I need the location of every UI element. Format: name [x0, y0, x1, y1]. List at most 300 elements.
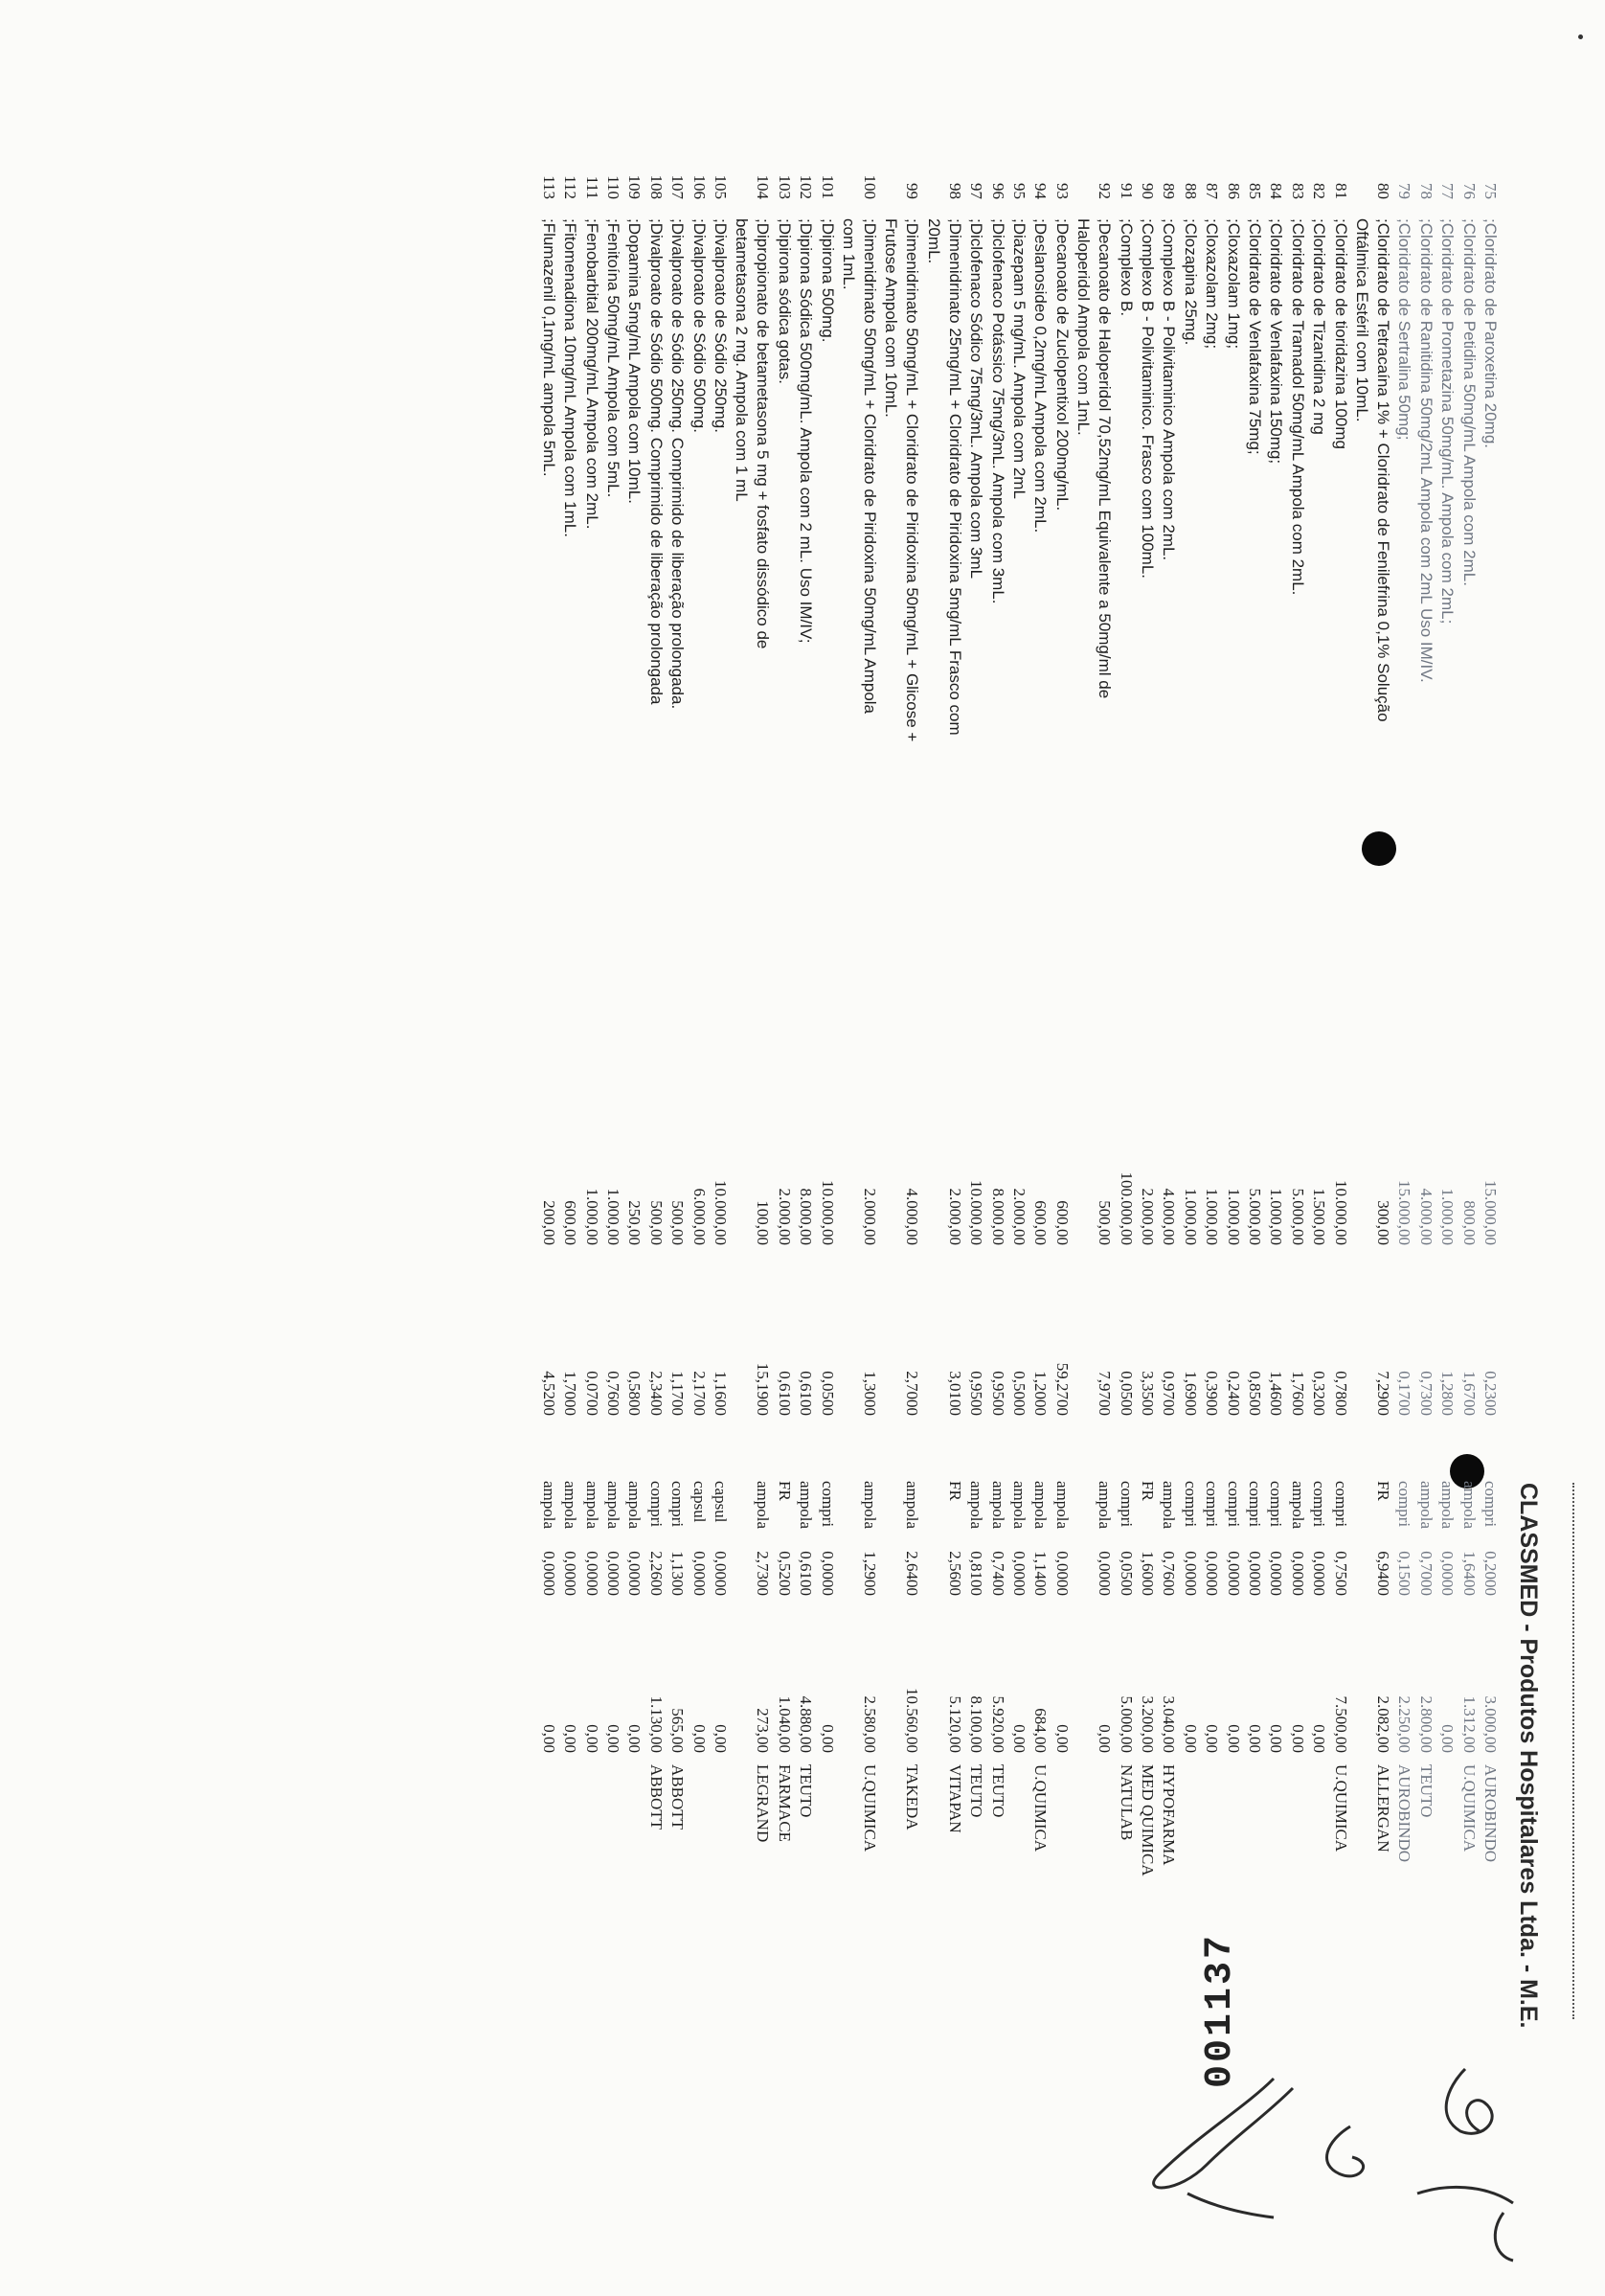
table-row	[1288, 0, 1307, 2296]
item-unit-price: 0,1500	[1395, 1551, 1414, 1596]
item-unit-price: 0,7400	[988, 1551, 1007, 1596]
item-description: ;Diazepam 5 mg/mL. Ampola com 2mL	[1010, 218, 1029, 499]
item-total: 0,00	[1438, 1724, 1458, 1753]
item-description: ;Cloridrato de Paroxetina 20mg.	[1481, 218, 1500, 449]
item-description: ;Cloridrato de tioridazina 100mg	[1331, 218, 1350, 449]
table-row	[1052, 0, 1072, 2296]
item-number: 112	[561, 175, 580, 199]
item-unit: compri	[1310, 1481, 1329, 1528]
item-unit: ampola	[604, 1481, 622, 1530]
item-description-continued: betametasona 2 mg. Ampola com 1 mL	[733, 218, 752, 502]
item-number: 85	[1246, 183, 1264, 199]
item-reference-price: 0,2300	[1481, 1371, 1500, 1416]
item-quantity: 600,00	[1052, 1200, 1072, 1245]
item-unit-price: 0,0000	[689, 1551, 709, 1596]
table-row	[1159, 0, 1178, 2296]
item-number: 83	[1288, 183, 1307, 199]
item-unit-price: 0,5200	[775, 1551, 794, 1596]
item-description: ;Fitomenadiona 10mg/mL Ampola com 1mL.	[561, 218, 580, 537]
item-unit-price: 1,6000	[1139, 1551, 1157, 1596]
item-number: 87	[1203, 183, 1222, 199]
item-number: 76	[1459, 183, 1479, 199]
item-manufacturer: AUROBINDO	[1395, 1764, 1414, 1862]
item-total: 0,00	[1203, 1724, 1222, 1753]
table-row	[1138, 0, 1157, 2296]
document-stamp-number: 001137	[1199, 1932, 1242, 2088]
table-row	[775, 0, 794, 2296]
item-unit: ampola	[1288, 1481, 1307, 1530]
item-manufacturer: TEUTO	[1416, 1764, 1435, 1818]
item-description-continued: 20mL.	[924, 218, 943, 264]
table-row	[711, 0, 730, 2296]
item-unit: compri	[1203, 1481, 1222, 1528]
item-description: ;Cloridrato de Tizanidina 2 mg	[1310, 218, 1329, 435]
item-unit: FR	[775, 1481, 794, 1501]
item-reference-price: 3,0100	[945, 1371, 964, 1416]
item-total: 2.800,00	[1416, 1695, 1435, 1753]
table-row	[1245, 0, 1264, 2296]
item-manufacturer: TEUTO	[988, 1764, 1007, 1818]
item-reference-price: 0,5800	[625, 1371, 644, 1416]
item-quantity: 600,00	[561, 1200, 580, 1245]
item-reference-price: 2,1700	[689, 1371, 709, 1416]
item-total: 1.312,00	[1459, 1695, 1479, 1753]
item-number: 94	[1031, 183, 1051, 199]
item-quantity: 1.500,00	[1310, 1188, 1329, 1245]
item-unit: FR	[1374, 1481, 1392, 1501]
item-number: 95	[1010, 183, 1029, 199]
item-unit-price: 0,8100	[967, 1551, 986, 1596]
table-row	[988, 0, 1007, 2296]
item-unit-price: 0,0000	[582, 1551, 601, 1596]
item-total: 1.040,00	[775, 1695, 794, 1753]
table-row	[882, 0, 922, 2296]
item-unit: ampola	[1010, 1481, 1029, 1530]
item-description: ;Cloridrato de Venlafaxina 150mg;	[1267, 218, 1286, 465]
item-number: 82	[1310, 183, 1329, 199]
table-row	[582, 0, 601, 2296]
item-manufacturer: ALLERGAN	[1374, 1764, 1392, 1853]
item-number: 89	[1160, 183, 1179, 199]
table-row	[689, 0, 709, 2296]
item-description: ;Deslanosideo 0,2mg/mL Ampola com 2mL.	[1031, 218, 1051, 534]
item-reference-price: 0,9500	[967, 1371, 986, 1416]
item-quantity: 4.000,00	[1416, 1188, 1435, 1245]
table-row	[1117, 0, 1136, 2296]
item-manufacturer: U.QUIMICA	[861, 1764, 879, 1853]
item-total: 0,00	[1096, 1724, 1115, 1753]
item-description: ;Divalproato de Sódio 500mg. Comprimido de liberação prolongada	[646, 218, 666, 705]
item-unit: ampola	[861, 1481, 879, 1530]
item-total: 0,00	[582, 1724, 601, 1753]
item-reference-price: 7,2900	[1374, 1371, 1392, 1416]
item-reference-price: 0,0700	[582, 1371, 601, 1416]
item-unit-price: 0,0000	[818, 1551, 837, 1596]
item-description: ;Cloxazolam 2mg;	[1203, 218, 1222, 350]
item-quantity: 200,00	[539, 1200, 558, 1245]
table-row	[646, 0, 666, 2296]
item-unit-price: 0,0000	[1267, 1551, 1286, 1596]
item-quantity: 2.000,00	[945, 1188, 964, 1245]
item-total: 0,00	[561, 1724, 580, 1753]
item-reference-price: 0,9500	[988, 1371, 1007, 1416]
item-description: ;Complexo B - Polivitaminico. Frasco com 100mL.	[1139, 218, 1157, 580]
table-row	[667, 0, 687, 2296]
item-description: ;Cloxazolam 1mg;	[1224, 218, 1243, 350]
item-total: 8.100,00	[967, 1695, 986, 1753]
item-description: ;Decanoato de Haloperidol 70,52mg/mL Equivalente a 50mg/ml de	[1096, 218, 1115, 699]
item-reference-price: 0,7300	[1416, 1371, 1435, 1416]
item-unit-price: 0,0000	[1246, 1551, 1264, 1596]
item-number: 80	[1374, 183, 1392, 199]
item-description: ;Dipropionato de betametasona 5 mg + fosfato dissódico de	[754, 218, 773, 649]
item-reference-price: 59,2700	[1052, 1362, 1072, 1416]
item-quantity: 1.000,00	[582, 1188, 601, 1245]
item-unit-price: 2,7300	[754, 1551, 773, 1596]
table-row	[1074, 0, 1115, 2296]
item-reference-price: 1,1700	[668, 1371, 688, 1416]
item-quantity: 100.000,00	[1117, 1171, 1136, 1245]
item-quantity: 10.000,00	[1331, 1180, 1350, 1245]
item-quantity: 15.000,00	[1395, 1180, 1414, 1245]
item-quantity: 5.000,00	[1288, 1188, 1307, 1245]
table-row	[1416, 0, 1435, 2296]
item-total: 2.082,00	[1374, 1695, 1392, 1753]
item-reference-price: 0,7800	[1331, 1371, 1350, 1416]
item-description: ;Dipirona 500mg.	[818, 218, 837, 343]
item-number: 103	[775, 174, 794, 199]
item-description: ;Divalproato de Sódio 500mg.	[689, 218, 709, 433]
item-manufacturer: FARMACE	[775, 1764, 794, 1842]
item-unit-price: 1,6400	[1459, 1551, 1479, 1596]
item-description: ;Dipirona sódica gotas.	[775, 218, 794, 384]
item-number: 81	[1331, 183, 1350, 199]
item-manufacturer: ABBOTT	[668, 1764, 688, 1830]
item-unit: ampola	[1096, 1481, 1115, 1530]
item-quantity: 8.000,00	[797, 1188, 816, 1245]
item-quantity: 100,00	[754, 1200, 773, 1245]
item-unit: compri	[1117, 1481, 1136, 1528]
item-description: ;Fenitoína 50mg/mL Ampola com 5mL.	[604, 218, 622, 498]
item-reference-price: 1,2800	[1438, 1371, 1458, 1416]
item-description: ;Dimenidrinato 50mg/mL + Cloridrato de Piridoxina 50mg/mL Ampola	[861, 218, 879, 715]
item-quantity: 1.000,00	[1224, 1188, 1243, 1245]
item-reference-price: 0,6100	[797, 1371, 816, 1416]
item-quantity: 6.000,00	[689, 1188, 709, 1245]
item-manufacturer: HYPOFARMA	[1160, 1764, 1179, 1866]
item-description: ;Clozapina 25mg.	[1181, 218, 1200, 346]
footer-dotted-rule	[1572, 1483, 1576, 2019]
item-unit: compri	[1267, 1481, 1286, 1528]
item-description: ;Fenobarbital 200mg/mL Ampola com 2mL.	[582, 218, 601, 530]
item-unit: ampola	[1438, 1481, 1458, 1530]
item-description: ;Cloridrato de Tetracaína 1% + Cloridrato de Fenilefrina 0,1% Solução	[1374, 218, 1392, 722]
item-total: 0,00	[604, 1724, 622, 1753]
item-total: 2.250,00	[1395, 1695, 1414, 1753]
item-unit: compri	[818, 1481, 837, 1528]
item-unit-price: 0,2000	[1481, 1551, 1500, 1596]
item-description-continued: com 1mL.	[840, 218, 858, 290]
item-unit-price: 1,2900	[861, 1551, 879, 1596]
item-quantity: 500,00	[668, 1200, 688, 1245]
item-unit: ampola	[967, 1481, 986, 1530]
handwritten-signature	[1101, 2050, 1561, 2280]
item-description: ;Flumazenil 0,1mg/mL ampola 5mL.	[539, 218, 558, 477]
item-quantity: 4.000,00	[1160, 1188, 1179, 1245]
item-reference-price: 1,2000	[1031, 1371, 1051, 1416]
item-number: 107	[668, 174, 688, 199]
item-unit-price: 0,6100	[797, 1551, 816, 1596]
item-manufacturer: LEGRAND	[754, 1764, 773, 1843]
item-description: ;Cloridrato de Prometazina 50mg/mL. Ampola com 2mL;	[1438, 218, 1458, 625]
item-quantity: 250,00	[625, 1200, 644, 1245]
item-unit: ampola	[754, 1481, 773, 1530]
item-total: 3.200,00	[1139, 1695, 1157, 1753]
item-number: 99	[903, 183, 922, 199]
item-unit-price: 6,9400	[1374, 1551, 1392, 1596]
item-total: 0,00	[539, 1724, 558, 1753]
item-description: ;Dimenidrinato 25mg/mL + Cloridrato de Piridoxina 5mg/mL Frasco com	[945, 218, 964, 736]
item-number: 104	[754, 174, 773, 199]
item-number: 84	[1267, 183, 1286, 199]
item-unit: ampola	[561, 1481, 580, 1530]
item-description-continued: Haloperidol Ampola com 1mL.	[1074, 218, 1094, 436]
table-row	[1481, 0, 1500, 2296]
item-total: 3.040,00	[1160, 1695, 1179, 1753]
table-row	[1394, 0, 1413, 2296]
item-description: ;Dipirona Sódica 500mg/mL. Ampola com 2 mL. Uso IM/IV;	[797, 218, 816, 644]
item-unit-price: 0,0000	[1096, 1551, 1115, 1596]
item-total: 0,00	[1310, 1724, 1329, 1753]
item-number: 88	[1181, 183, 1200, 199]
item-quantity: 2.000,00	[775, 1188, 794, 1245]
item-total: 2.580,00	[861, 1695, 879, 1753]
item-quantity: 1.000,00	[1267, 1188, 1286, 1245]
item-description: ;Dimenidrinato 50mg/mL + Cloridrato de Piridoxina 50mg/mL + Glicose +	[903, 218, 922, 742]
item-total: 1.130,00	[646, 1695, 666, 1753]
item-total: 684,00	[1031, 1708, 1051, 1753]
item-quantity: 10.000,00	[818, 1180, 837, 1245]
item-total: 0,00	[1288, 1724, 1307, 1753]
item-unit-price: 0,0000	[539, 1551, 558, 1596]
table-row	[818, 0, 837, 2296]
table-row	[1009, 0, 1029, 2296]
item-number: 77	[1438, 183, 1458, 199]
footer-company-name: CLASSMED - Produtos Hospitalares Ltda. - M.E.	[1515, 1483, 1542, 2029]
item-total: 0,00	[625, 1724, 644, 1753]
table-row	[560, 0, 579, 2296]
item-unit: FR	[1139, 1481, 1157, 1501]
item-manufacturer: U.QUIMICA	[1031, 1764, 1051, 1853]
table-row	[603, 0, 622, 2296]
item-total: 4.880,00	[797, 1695, 816, 1753]
item-number: 93	[1052, 183, 1072, 199]
item-unit: compri	[1331, 1481, 1350, 1528]
item-unit: capsul	[712, 1481, 730, 1523]
item-number: 113	[539, 175, 558, 199]
item-number: 78	[1416, 183, 1435, 199]
item-unit: compri	[1246, 1481, 1264, 1528]
item-description: ;Complexo B.	[1117, 218, 1136, 317]
table-row	[1309, 0, 1328, 2296]
item-unit-price: 0,7000	[1416, 1551, 1435, 1596]
table-row	[966, 0, 985, 2296]
item-total: 0,00	[1224, 1724, 1243, 1753]
price-table-rows	[136, 0, 1534, 2296]
item-manufacturer: TEUTO	[797, 1764, 816, 1818]
item-total: 5.920,00	[988, 1695, 1007, 1753]
item-unit-price: 0,7500	[1331, 1551, 1350, 1596]
item-manufacturer: U.QUIMICA	[1331, 1764, 1350, 1853]
item-description: ;Cloridrato de Sertralina 50mg;	[1395, 218, 1414, 441]
table-row	[1181, 0, 1200, 2296]
item-unit: ampola	[1052, 1481, 1072, 1530]
table-row	[1353, 0, 1392, 2296]
item-total: 0,00	[818, 1724, 837, 1753]
item-unit: ampola	[1160, 1481, 1179, 1530]
item-unit-price: 0,0000	[1438, 1551, 1458, 1596]
item-number: 90	[1139, 183, 1157, 199]
item-reference-price: 0,1700	[1395, 1371, 1414, 1416]
item-manufacturer: ABBOTT	[646, 1764, 666, 1830]
item-unit-price: 2,6400	[903, 1551, 922, 1596]
item-number: 86	[1224, 183, 1243, 199]
item-quantity: 300,00	[1374, 1200, 1392, 1245]
item-number: 105	[712, 174, 730, 199]
table-row	[539, 0, 558, 2296]
scan-speck	[1578, 34, 1583, 39]
item-unit-price: 0,0000	[1203, 1551, 1222, 1596]
item-description: ;Diclofenaco Sódico 75mg/3mL. Ampola com 3mL	[967, 218, 986, 580]
item-number: 110	[604, 175, 622, 199]
item-reference-price: 0,0500	[818, 1371, 837, 1416]
item-number: 102	[797, 174, 816, 199]
item-quantity: 8.000,00	[988, 1188, 1007, 1245]
item-description: ;Divalproato de Sódio 250mg.	[712, 218, 730, 433]
item-description: ;Cloridrato de Petidina 50mg/mL Ampola com 2mL.	[1459, 218, 1479, 586]
item-unit-price: 0,0500	[1117, 1551, 1136, 1596]
item-quantity: 15.000,00	[1481, 1180, 1500, 1245]
item-unit-price: 0,0000	[1310, 1551, 1329, 1596]
table-row	[1030, 0, 1050, 2296]
item-reference-price: 1,3000	[861, 1371, 879, 1416]
item-quantity: 4.000,00	[903, 1188, 922, 1245]
item-manufacturer: U.QUIMICA	[1459, 1764, 1479, 1853]
item-quantity: 500,00	[1096, 1200, 1115, 1245]
item-unit-price: 0,0000	[712, 1551, 730, 1596]
item-unit: FR	[945, 1481, 964, 1501]
table-row	[733, 0, 773, 2296]
item-unit: compri	[668, 1481, 688, 1528]
item-manufacturer: MED QUIMICA	[1139, 1764, 1157, 1876]
table-row	[1437, 0, 1457, 2296]
item-manufacturer: AUROBINDO	[1481, 1764, 1500, 1862]
item-reference-price: 2,3400	[646, 1371, 666, 1416]
item-unit: ampola	[1459, 1481, 1479, 1530]
item-total: 0,00	[1246, 1724, 1264, 1753]
item-description: ;Diclofenaco Potássico 75mg/3mL. Ampola com 3mL.	[988, 218, 1007, 604]
item-quantity: 2.000,00	[861, 1188, 879, 1245]
item-unit-price: 0,7600	[1160, 1551, 1179, 1596]
item-unit: compri	[1481, 1481, 1500, 1528]
item-quantity: 800,00	[1459, 1200, 1479, 1245]
item-unit: ampola	[797, 1481, 816, 1530]
item-description-continued: Oftálmica Estéril com 10mL.	[1353, 218, 1371, 422]
item-reference-price: 0,3900	[1203, 1371, 1222, 1416]
item-description: ;Divalproato de Sódio 250mg. Comprimido de liberação prolongada.	[668, 218, 688, 710]
item-number: 100	[861, 174, 879, 199]
item-number: 92	[1096, 183, 1115, 199]
item-unit-price: 1,1300	[668, 1551, 688, 1596]
item-total: 5.120,00	[945, 1695, 964, 1753]
item-total: 0,00	[712, 1724, 730, 1753]
item-description: ;Decanoato de Zuclopentixol 200mg/mL.	[1052, 218, 1072, 511]
item-reference-price: 1,6900	[1181, 1371, 1200, 1416]
item-description: ;Cloridrato de Ranitidina 50mg/2mL Ampola com 2mL Uso IM/IV.	[1416, 218, 1435, 683]
item-unit: compri	[1395, 1481, 1414, 1528]
item-quantity: 600,00	[1031, 1200, 1051, 1245]
item-number: 97	[967, 183, 986, 199]
item-quantity: 5.000,00	[1246, 1188, 1264, 1245]
item-number: 91	[1117, 183, 1136, 199]
item-total: 0,00	[1052, 1724, 1072, 1753]
item-reference-price: 7,9700	[1096, 1371, 1115, 1416]
item-unit-price: 0,0000	[561, 1551, 580, 1596]
item-unit: ampola	[539, 1481, 558, 1530]
item-unit: capsul	[689, 1481, 709, 1523]
table-row	[624, 0, 644, 2296]
item-unit: ampola	[903, 1481, 922, 1530]
item-number: 75	[1481, 183, 1500, 199]
item-number: 79	[1395, 183, 1414, 199]
item-quantity: 500,00	[646, 1200, 666, 1245]
item-total: 5.000,00	[1117, 1695, 1136, 1753]
item-unit-price: 0,0000	[604, 1551, 622, 1596]
item-quantity: 1.000,00	[604, 1188, 622, 1245]
item-total: 0,00	[1010, 1724, 1029, 1753]
item-quantity: 1.000,00	[1438, 1188, 1458, 1245]
item-unit-price: 1,1400	[1031, 1551, 1051, 1596]
table-row	[924, 0, 964, 2296]
item-manufacturer: VITAPAN	[945, 1764, 964, 1833]
table-row	[796, 0, 815, 2296]
item-number: 106	[689, 174, 709, 199]
table-row	[1266, 0, 1285, 2296]
item-total: 0,00	[1181, 1724, 1200, 1753]
item-manufacturer: TEUTO	[967, 1764, 986, 1818]
item-reference-price: 0,9700	[1160, 1371, 1179, 1416]
item-reference-price: 0,5000	[1010, 1371, 1029, 1416]
item-number: 96	[988, 183, 1007, 199]
item-reference-price: 0,2400	[1224, 1371, 1243, 1416]
item-reference-price: 1,7600	[1288, 1371, 1307, 1416]
price-table	[136, 0, 1534, 2296]
item-total: 3.000,00	[1481, 1695, 1500, 1753]
item-description: ;Dopamina 5mg/mL Ampola com 10mL.	[625, 218, 644, 504]
item-description: ;Cloridrato de Venlafaxina 75mg;	[1246, 218, 1264, 455]
item-unit: ampola	[582, 1481, 601, 1530]
item-unit: compri	[1224, 1481, 1243, 1528]
item-quantity: 10.000,00	[967, 1180, 986, 1245]
item-unit: ampola	[625, 1481, 644, 1530]
table-row	[840, 0, 879, 2296]
item-quantity: 1.000,00	[1203, 1188, 1222, 1245]
item-unit: ampola	[1416, 1481, 1435, 1530]
item-unit-price: 0,0000	[1181, 1551, 1200, 1596]
item-reference-price: 1,4600	[1267, 1371, 1286, 1416]
item-description: ;Complexo B - Polivitaminico Ampola com 2mL.	[1160, 218, 1179, 561]
item-reference-price: 1,6700	[1459, 1371, 1479, 1416]
